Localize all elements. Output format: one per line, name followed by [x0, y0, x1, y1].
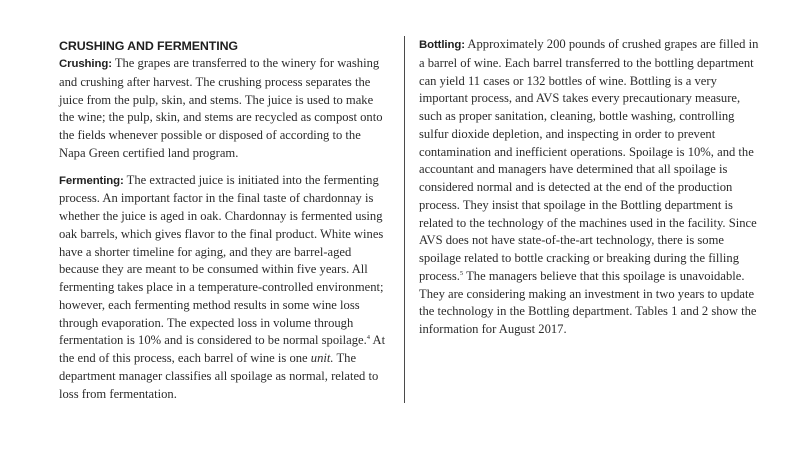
fermenting-text-1: The extracted juice is initiated into the fermenting process. An important factor in the final taste of chardonnay is whether the juice is aged in oak. Chardonnay is fermented using oak barrels, which gives flavor to the final product. White wines have a shorter timeline for aging, and they are barrel-aged because they are meant to be consumed within five years. All fermenting takes place in a temperature-controlled environment; however, each fermenting method results in some wine loss through evaporation. The expected loss in volume through fermentation is 10% and is considered to be normal spoilage.	[59, 172, 384, 348]
bottling-paragraph	[419, 36, 759, 339]
bottling-text-2: The managers believe that this spoilage is unavoidable. They are considering making an investment in two years to update the technology in the Bottling department. Tables 1 and 2 show the information for August 2017.	[419, 268, 757, 336]
left-column	[59, 36, 389, 403]
footnote-marker-5: 5	[459, 269, 464, 277]
column-divider	[404, 36, 405, 403]
unit-emphasis: unit.	[310, 351, 334, 365]
fermenting-label: Fermenting:	[59, 174, 124, 187]
section-title: CRUSHING AND FERMENTING	[59, 39, 238, 53]
fermenting-text-3: The department manager classifies all spoilage as normal, related to loss from fermentation.	[59, 351, 379, 401]
footnote-marker-4: 4	[366, 334, 371, 342]
fermenting-text-2: At the end of this process, each barrel of wine is one	[59, 333, 386, 365]
crushing-paragraph	[59, 55, 389, 163]
crushing-label: Crushing:	[59, 58, 112, 70]
right-column	[419, 36, 759, 339]
crushing-text: The grapes are transferred to the winery for washing and crushing after harvest. The crushing process separates the juice from the pulp, skin, and stems. The juice is used to make the wine; the pulp, skin, and stems are recycled as compost onto the fields whenever possible or disposed of according to the Napa Green certified land program.	[59, 56, 383, 160]
bottling-text-1: Approximately 200 pounds of crushed grapes are filled in a barrel of wine. Each barrel transferred to the bottling department can yield 11 cases or 132 bottles of wine. Bottling is a very important process, and AVS takes every precautionary measure, such as proper sanitation, cleaning, bottle washing, controlling sulfur dioxide depletion, and inspecting in order to prevent contamination and inefficient operations. Spoilage is 10%, and the accountant and managers have determined that all spoilage is considered normal and is detected at the end of the production process. They insist that spoilage in the Bottling department is related to the technology of the machines used in the facility. Since AVS does not have state-of-the-art technology, there is some spoilage related to bottle cracking or breaking during the filling process.	[419, 37, 759, 283]
fermenting-paragraph	[59, 172, 389, 404]
bottling-label: Bottling:	[419, 39, 465, 51]
